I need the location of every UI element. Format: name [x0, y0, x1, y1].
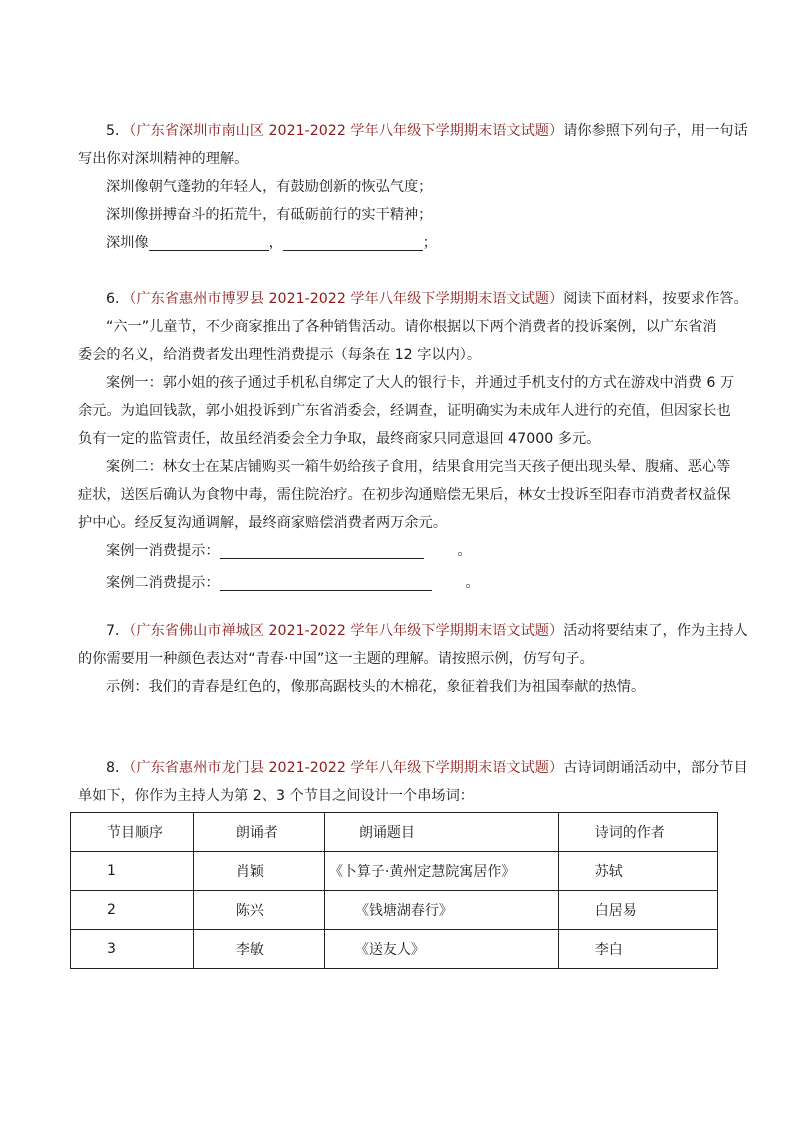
q6-case2-line1: 案例二：林女士在某店铺购买一箱牛奶给孩子食用，结果食用完当天孩子便出现头晕、腹痛、恶心等: [106, 459, 731, 475]
q6-answer-1-period: 。: [457, 543, 472, 559]
cell-reciter: 陈兴: [193, 891, 324, 930]
q8-stem-1: 古诗词朗诵活动中，部分节目: [563, 760, 748, 776]
q5-paren-open: （: [129, 123, 137, 139]
q8-stem-2: 单如下，你作为主持人为第 2、3 个节目之间设计一个串场词：: [78, 788, 474, 804]
q6-case2-line3: 护中心。经反复沟通调解，最终商家赔偿消费者两万余元。: [78, 515, 447, 531]
q5-example-1: 深圳像朝气蓬勃的年轻人，有鼓励创新的恢弘气度；: [106, 179, 433, 195]
header-reciter: 朗诵者: [193, 813, 324, 852]
q6-para1-line2: 委会的名义，给消费者发出理性消费提示（每条在 12 字以内）。: [78, 347, 482, 363]
header-title: 朗诵题目: [324, 813, 558, 852]
question-6: [78, 285, 748, 597]
q5-fill-end: ；: [422, 235, 437, 251]
q5-line-1: [78, 117, 748, 145]
q7-paren-close: ）: [548, 623, 564, 639]
q6-answer-2-label: 案例二消费提示：: [106, 575, 220, 591]
q8-source: 广东省惠州市龙门县 2021-2022 学年八年级下学期期末语文试题: [136, 760, 549, 776]
q6-answer-1-blank[interactable]: [220, 540, 424, 559]
q6-case1-line2: 余元。为追回钱款，郭小姐投诉到广东省消委会，经调查，证明确实为未成年人进行的充值，但因家长也: [78, 403, 731, 419]
q6-source: 广东省惠州市博罗县 2021-2022 学年八年级下学期期末语文试题: [136, 291, 549, 307]
cell-title: 《卜算子·黄州定慧院寓居作》: [324, 852, 558, 891]
q5-source: 广东省深圳市南山区 2021-2022 学年八年级下学期期末语文试题: [136, 123, 549, 139]
cell-reciter: 肖颖: [193, 852, 324, 891]
q7-stem-2: 的你需要用一种颜色表达对“青春·中国”这一主题的理解。请按照示例，仿写句子。: [78, 651, 594, 667]
q5-blank-1[interactable]: [149, 232, 269, 251]
q6-answer-1: [78, 537, 728, 569]
q6-number: 6．: [106, 291, 130, 307]
table-row: [71, 930, 718, 969]
q5-example-2: 深圳像拼搏奋斗的拓荒牛，有砥砺前行的实干精神；: [106, 207, 433, 223]
q5-paren-close: ）: [548, 123, 564, 139]
q5-blank-2[interactable]: [283, 232, 423, 251]
q6-paren-open: （: [129, 291, 137, 307]
cell-title: 《钱塘湖春行》: [324, 891, 558, 930]
q8-paren-open: （: [129, 760, 137, 776]
q6-para1-line1: “六一”儿童节，不少商家推出了各种销售活动。请你根据以下两个消费者的投诉案例，以广东省消: [106, 319, 717, 335]
q7-line-1: [78, 617, 748, 645]
cell-reciter: 李敏: [193, 930, 324, 969]
cell-author: 白居易: [558, 891, 717, 930]
q5-fill-prefix: 深圳像: [106, 235, 149, 251]
q6-case1-line1: 案例一：郭小姐的孩子通过手机私自绑定了大人的银行卡，并通过手机支付的方式在游戏中消费 6 万: [106, 375, 735, 391]
question-8: [78, 754, 748, 810]
q5-fill-line: [78, 229, 728, 257]
q7-stem-1: 活动将要结束了，作为主持人: [563, 623, 748, 639]
cell-title: 《送友人》: [324, 930, 558, 969]
table-row: [71, 891, 718, 930]
q7-number: 7．: [106, 623, 130, 639]
q8-paren-close: ）: [548, 760, 564, 776]
q6-answer-1-label: 案例一消费提示：: [106, 543, 220, 559]
table-row: [71, 852, 718, 891]
header-order: 节目顺序: [71, 813, 194, 852]
q6-answer-2: [78, 569, 728, 597]
q7-example: 示例：我们的青春是红色的，像那高踞枝头的木棉花，象征着我们为祖国奉献的热情。: [106, 679, 646, 695]
cell-order: 2: [71, 891, 194, 930]
q6-paren-close: ）: [548, 291, 564, 307]
cell-order: 3: [71, 930, 194, 969]
q6-stem: 阅读下面材料，按要求作答。: [563, 291, 748, 307]
q5-stem-2: 写出你对深圳精神的理解。: [78, 151, 249, 167]
cell-author: 苏轼: [558, 852, 717, 891]
header-author: 诗词的作者: [558, 813, 717, 852]
q6-case1-line3: 负有一定的监管责任，故虽经消委会全力争取，最终商家只同意退回 47000 多元。: [78, 431, 601, 447]
q5-fill-comma: ，: [268, 235, 283, 251]
q6-line-1: [78, 285, 748, 313]
q6-case2-line2: 症状，送医后确认为食物中毒，需住院治疗。在初步沟通赔偿无果后，林女士投诉至阳春市消费者权益保: [78, 487, 731, 503]
cell-author: 李白: [558, 930, 717, 969]
table-header-row: [71, 813, 718, 852]
q5-stem-1: 请你参照下列句子，用一句话: [563, 123, 748, 139]
q6-answer-2-blank[interactable]: [220, 572, 432, 591]
question-7: [78, 617, 748, 701]
q6-answer-2-period: 。: [465, 575, 480, 591]
q7-paren-open: （: [129, 623, 137, 639]
q8-line-1: [78, 754, 748, 782]
q7-source: 广东省佛山市禅城区 2021-2022 学年八年级下学期期末语文试题: [136, 623, 549, 639]
q8-number: 8．: [106, 760, 130, 776]
q5-number: 5．: [106, 123, 130, 139]
cell-order: 1: [71, 852, 194, 891]
question-5: [78, 117, 748, 257]
program-table: [70, 812, 718, 969]
